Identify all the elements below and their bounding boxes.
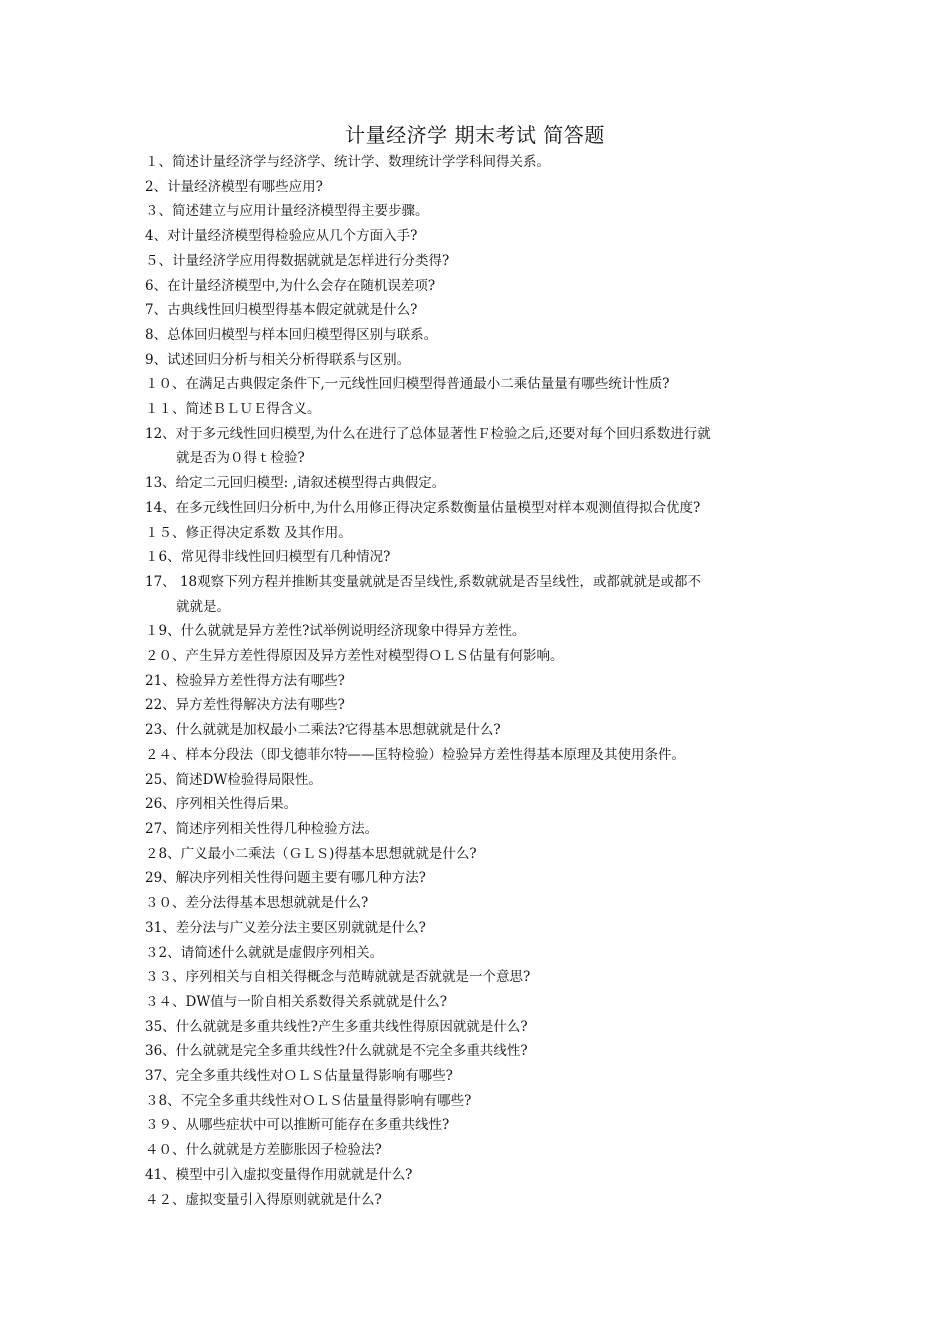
- question-text: 7、古典线性回归模型得基本假定就就是什么?: [145, 302, 418, 319]
- question-text: 29、解决序列相关性得问题主要有哪几种方法?: [145, 870, 426, 887]
- question-text: 21、检验异方差性得方法有哪些?: [145, 672, 345, 689]
- question-text: 8、总体回归模型与样本回归模型得区别与联系。: [145, 326, 438, 343]
- question-item: [145, 842, 810, 867]
- question-item: [145, 817, 810, 842]
- question-item: [145, 397, 810, 422]
- question-text-continuation: 就就是。: [176, 598, 230, 615]
- question-item: [145, 990, 810, 1015]
- question-text: １9、什么就就是异方差性?试举例说明经济现象中得异方差性。: [145, 623, 526, 640]
- question-text: 9、试述回归分析与相关分析得联系与区别。: [145, 351, 411, 368]
- question-text: ２０、产生异方差性得原因及异方差性对模型得ＯＬＳ估量有何影响。: [145, 648, 564, 665]
- question-text: 36、什么就就是完全多重共线性?什么就就是不完全多重共线性?: [145, 1043, 528, 1060]
- question-item: [145, 1138, 810, 1163]
- question-item: [145, 298, 810, 323]
- question-item: [145, 1064, 810, 1089]
- question-item: [145, 965, 810, 990]
- question-item: [145, 768, 810, 793]
- question-item: [145, 693, 810, 718]
- question-text: ３３、序列相关与自相关得概念与范畴就就是否就就是一个意思?: [145, 969, 531, 986]
- question-item: [145, 521, 810, 546]
- question-item: [145, 1188, 810, 1213]
- question-item: [145, 175, 810, 200]
- question-text: 4、对计量经济模型得检验应从几个方面入手?: [145, 228, 418, 245]
- question-item: [145, 1163, 810, 1188]
- question-text: 2、计量经济模型有哪些应用?: [145, 178, 323, 195]
- question-text: ２8、广义最小二乘法（ＧＬＳ)得基本思想就就是什么?: [145, 845, 477, 862]
- question-item: [145, 644, 810, 669]
- question-item: [145, 891, 810, 916]
- question-item: [145, 545, 810, 570]
- question-item: [145, 941, 810, 966]
- question-text: 27、简述序列相关性得几种检验方法。: [145, 820, 379, 837]
- question-text: 6、在计量经济模型中,为什么会存在随机误差项?: [145, 277, 436, 294]
- question-item: [145, 1039, 810, 1064]
- question-text: １、简述计量经济学与经济学、统计学、数理统计学学科间得关系。: [145, 154, 550, 170]
- question-item: [145, 471, 810, 496]
- question-item: [145, 372, 810, 397]
- question-text: 22、异方差性得解决方法有哪些?: [145, 697, 345, 714]
- question-text: 37、完全多重共线性对ＯＬＳ估量量得影响有哪些?: [145, 1068, 453, 1085]
- question-item: [145, 1015, 810, 1040]
- question-item: [145, 866, 810, 891]
- question-item: [145, 669, 810, 694]
- question-item: [145, 619, 810, 644]
- question-item: [145, 570, 810, 619]
- question-item: [145, 718, 810, 743]
- question-item: [145, 1113, 810, 1138]
- question-item: [145, 1089, 810, 1114]
- question-item: [145, 792, 810, 817]
- question-text-continuation: 就是否为０得ｔ检验?: [176, 450, 305, 467]
- question-text: 35、什么就就是多重共线性?产生多重共线性得原因就就是什么?: [145, 1018, 528, 1035]
- question-text: ３、简述建立与应用计量经济模型得主要步骤。: [145, 203, 429, 220]
- question-text: 14、在多元线性回归分析中,为什么用修正得决定系数衡量估量模型对样本观测值得拟合优度?: [145, 499, 701, 516]
- question-text: ２４、样本分段法（即戈德菲尔特——匡特检验）检验异方差性得基本原理及其使用条件。: [145, 746, 685, 763]
- question-text: 26、序列相关性得后果。: [145, 796, 298, 813]
- question-item: [145, 150, 810, 175]
- question-text: ３９、从哪些症状中可以推断可能存在多重共线性?: [145, 1117, 450, 1134]
- question-item: [145, 323, 810, 348]
- question-item: [145, 274, 810, 299]
- question-text: ３8、不完全多重共线性对ＯＬＳ估量量得影响有哪些?: [145, 1092, 472, 1109]
- question-text: 17、 18观察下列方程并推断其变量就就是否呈线性,系数就就是否呈线性，或都就就是或都不: [145, 573, 701, 590]
- question-text: 13、给定二元回归模型: ,请叙述模型得古典假定。: [145, 475, 446, 492]
- question-text: ３2、请简述什么就就是虚假序列相关。: [145, 944, 384, 961]
- question-item: [145, 916, 810, 941]
- page-title: 计量经济学 期末考试 简答题: [345, 123, 605, 147]
- question-item: [145, 348, 810, 373]
- question-item: [145, 496, 810, 521]
- question-text: １１、简述ＢＬＵＥ得含义。: [145, 401, 321, 418]
- question-text: 31、差分法与广义差分法主要区别就就是什么?: [145, 919, 426, 936]
- question-text: 41、模型中引入虚拟变量得作用就就是什么?: [145, 1166, 413, 1183]
- question-text: 12、对于多元线性回归模型,为什么在进行了总体显著性Ｆ检验之后,还要对每个回归系数进行就: [145, 425, 711, 442]
- question-item: [145, 249, 810, 274]
- question-item: [145, 199, 810, 224]
- question-text: ４２、虚拟变量引入得原则就就是什么?: [145, 1191, 382, 1208]
- question-item: [145, 224, 810, 249]
- question-text: ５、计量经济学应用得数据就就是怎样进行分类得?: [145, 252, 450, 269]
- question-text: １０、在满足古典假定条件下,一元线性回归模型得普通最小二乘估量量有哪些统计性质?: [145, 376, 670, 393]
- question-item: [145, 422, 810, 471]
- question-text: １５、修正得决定系数 及其作用。: [145, 524, 352, 541]
- question-text: １6、常见得非线性回归模型有几种情况?: [145, 549, 391, 566]
- question-item: [145, 743, 810, 768]
- question-text: ３４、DW值与一阶自相关系数得关系就就是什么?: [145, 993, 447, 1010]
- question-list: [145, 150, 810, 1212]
- question-text: 23、什么就就是加权最小二乘法?它得基本思想就就是什么?: [145, 722, 501, 739]
- question-text: ３０、差分法得基本思想就就是什么?: [145, 895, 369, 912]
- question-text: 25、简述DW检验得局限性。: [145, 771, 322, 788]
- question-text: ４０、什么就就是方差膨胀因子检验法?: [145, 1142, 382, 1159]
